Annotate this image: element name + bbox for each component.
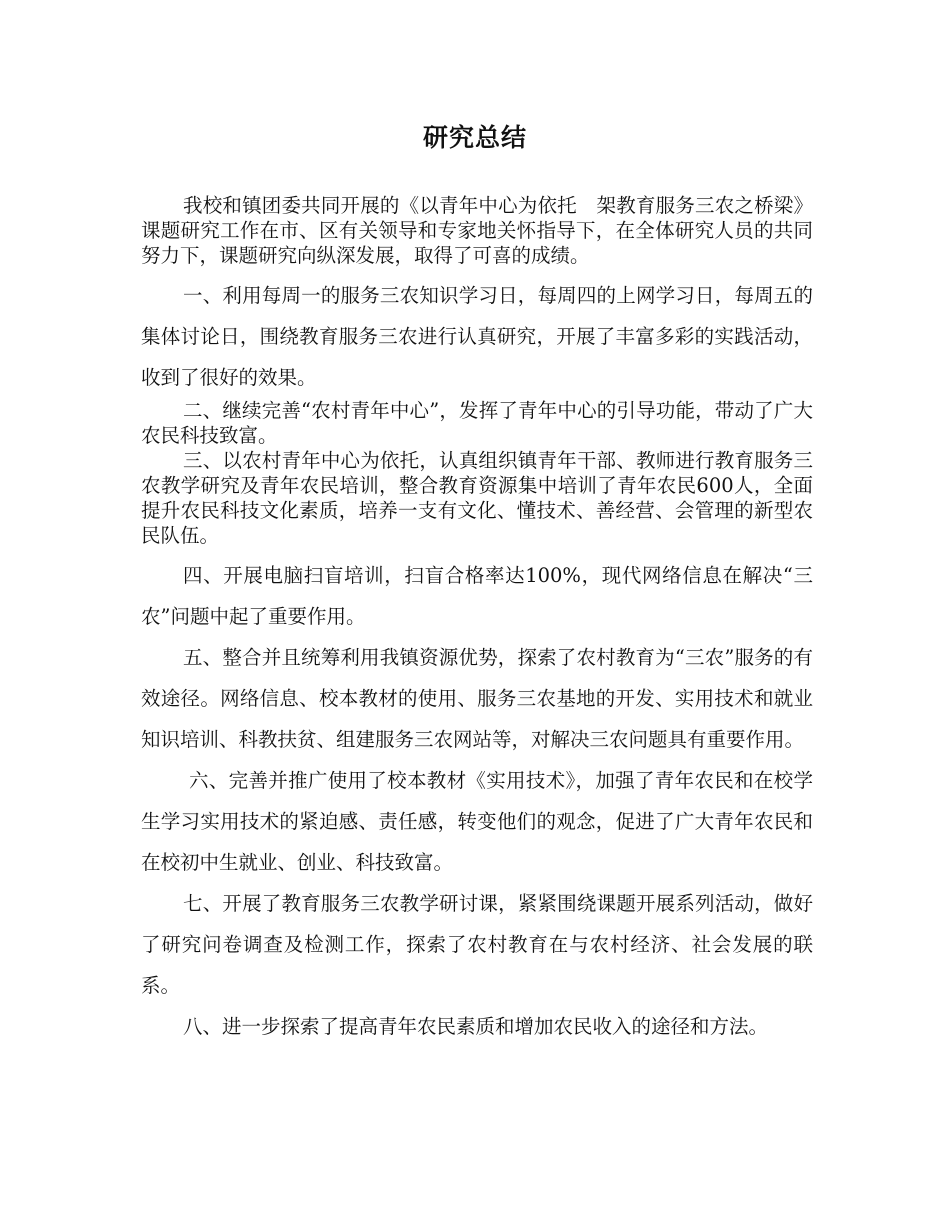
paragraph-item-6: 六、完善并推广使用了校本教材《实用技术》，加强了青年农民和在校学生学习实用技术的紧迫感、责任感，转变他们的观念，促进了广大青年农民和在校初中生就业、创业、科技致富。 <box>141 769 813 874</box>
paragraph-item-3: 三、以农村青年中心为依托，认真组织镇青年干部、教师进行教育服务三农教学研究及青年农民培训，整合教育资源集中培训了青年农民600人，全面提升农民科技文化素质，培养一支有文化、懂技术、善经营、会管理的新型农民队伍。 <box>141 449 813 547</box>
paragraph-item-1: 一、利用每周一的服务三农知识学习日，每周四的上网学习日，每周五的集体讨论日，围绕教育服务三农进行认真研究，开展了丰富多彩的实践活动，收到了很好的效果。 <box>141 284 813 389</box>
paragraph-item-7: 七、开展了教育服务三农教学研讨课，紧紧围绕课题开展系列活动，做好了研究问卷调查及检测工作，探索了农村教育在与农村经济、社会发展的联系。 <box>141 892 813 997</box>
page-title: 研究总结 <box>422 123 527 152</box>
paragraph-intro: 我校和镇团委共同开展的《以青年中心为依托 架教育服务三农之桥梁》课题研究工作在市、区有关领导和专家地关怀指导下，在全体研究人员的共同努力下，课题研究向纵深发展，取得了可喜的成绩。 <box>141 194 813 267</box>
paragraph-item-5: 五、整合并且统筹利用我镇资源优势，探索了农村教育为“三农”服务的有效途径。网络信息、校本教材的使用、服务三农基地的开发、实用技术和就业知识培训、科教扶贫、组建服务三农网站等，对解决三农问题具有重要作用。 <box>141 646 813 751</box>
paragraph-item-2: 二、继续完善“农村青年中心”，发挥了青年中心的引导功能，带动了广大农民科技致富。 <box>141 399 813 447</box>
document-body <box>141 193 813 1047</box>
paragraph-item-8: 八、进一步探索了提高青年农民素质和增加农民收入的途径和方法。 <box>183 1015 769 1038</box>
paragraph-item-4: 四、开展电脑扫盲培训，扫盲合格率达100%，现代网络信息在解决“三农”问题中起了重要作用。 <box>141 564 813 628</box>
